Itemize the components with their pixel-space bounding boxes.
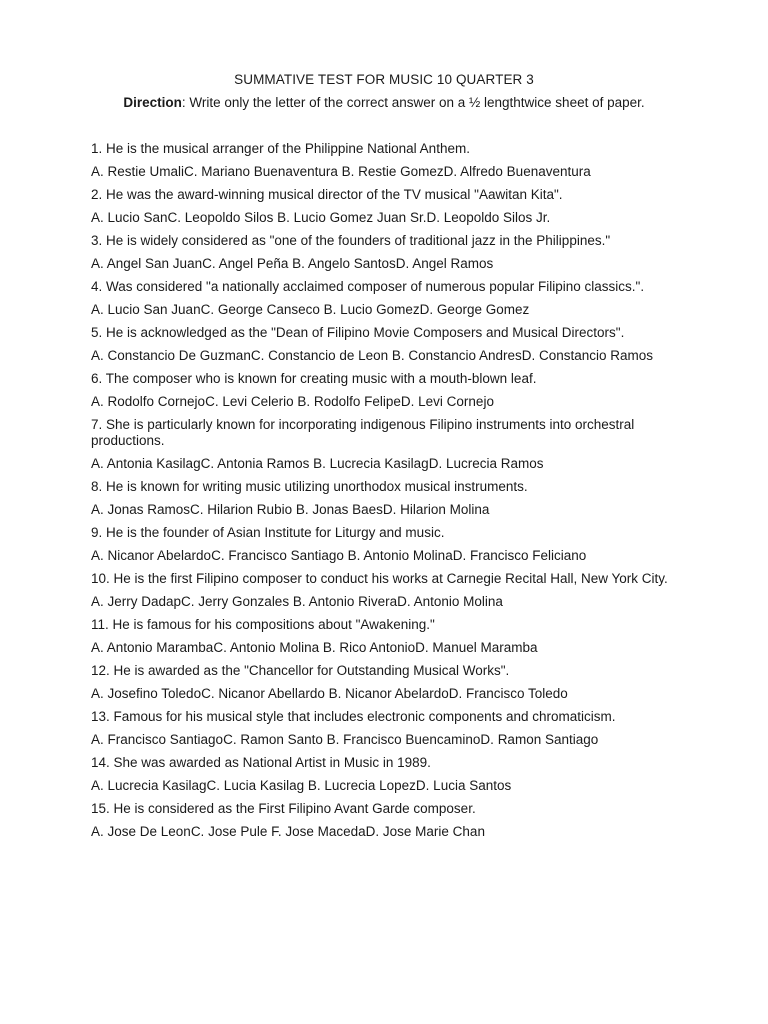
question-10: 10. He is the first Filipino composer to conduct his works at Carnegie Recital Hall, New York City. [91,570,668,586]
question-11: 11. He is famous for his compositions about "Awakening." [91,616,435,632]
question-4: 4. Was considered "a nationally acclaimed composer of numerous popular Filipino classics.". [91,279,645,294]
choices-3: A. Angel San JuanC. Angel Peña B. Angelo SantosD. Angel Ramos [91,256,494,271]
choices-13: A. Francisco SantiagoC. Ramon Santo B. Francisco BuencaminoD. Ramon Santiago [91,731,599,747]
question-12: 12. He is awarded as the "Chancellor for Outstanding Musical Works". [91,662,510,678]
direction-label: Direction [123,95,182,110]
question-1: 1. He is the musical arranger of the Philippine National Anthem. [91,141,470,156]
question-14: 14. She was awarded as National Artist in Music in 1989. [91,754,431,770]
question-list [91,141,681,847]
choices-15: A. Jose De LeonC. Jose Pule F. Jose MacedaD. Jose Marie Chan [91,823,485,839]
choices-12: A. Josefino ToledoC. Nicanor Abellardo B. Nicanor AbelardoD. Francisco Toledo [91,685,568,701]
question-3: 3. He is widely considered as "one of the founders of traditional jazz in the Philippines." [91,233,611,248]
choices-10: A. Jerry DadapC. Jerry Gonzales B. Antonio RiveraD. Antonio Molina [91,593,503,609]
direction-line [0,95,768,110]
choices-2: A. Lucio SanC. Leopoldo Silos B. Lucio Gomez Juan Sr.D. Leopoldo Silos Jr. [91,210,551,225]
direction-text: : Write only the letter of the correct answer on a ½ lengthtwice sheet of paper. [181,95,645,110]
question-13: 13. Famous for his musical style that includes electronic components and chromaticism. [91,708,616,724]
choices-6: A. Rodolfo CornejoC. Levi Celerio B. Rodolfo FelipeD. Levi Cornejo [91,394,494,409]
question-8: 8. He is known for writing music utilizing unorthodox musical instruments. [91,478,528,494]
choices-11: A. Antonio MarambaC. Antonio Molina B. Rico AntonioD. Manuel Maramba [91,639,538,655]
choices-5: A. Constancio De GuzmanC. Constancio de Leon B. Constancio AndresD. Constancio Ramos [91,348,654,363]
choices-8: A. Jonas RamosC. Hilarion Rubio B. Jonas BaesD. Hilarion Molina [91,501,490,517]
question-6: 6. The composer who is known for creating music with a mouth-blown leaf. [91,371,537,386]
choices-7: A. Antonia KasilagC. Antonia Ramos B. Lucrecia KasilagD. Lucrecia Ramos [91,455,544,471]
question-2: 2. He was the award-winning musical director of the TV musical "Aawitan Kita". [91,187,563,202]
page-title: SUMMATIVE TEST FOR MUSIC 10 QUARTER 3 [234,72,534,87]
question-9: 9. He is the founder of Asian Institute for Liturgy and music. [91,524,445,540]
choices-9: A. Nicanor AbelardoC. Francisco Santiago B. Antonio MolinaD. Francisco Feliciano [91,547,587,563]
choices-4: A. Lucio San JuanC. George Canseco B. Lucio GomezD. George Gomez [91,302,530,317]
question-7: 7. She is particularly known for incorporating indigenous Filipino instruments into orchestral productions. [91,417,635,448]
question-5: 5. He is acknowledged as the "Dean of Filipino Movie Composers and Musical Directors". [91,325,625,340]
choices-1: A. Restie UmaliC. Mariano Buenaventura B. Restie GomezD. Alfredo Buenaventura [91,164,591,179]
choices-14: A. Lucrecia KasilagC. Lucia Kasilag B. Lucrecia LopezD. Lucia Santos [91,777,512,793]
question-15: 15. He is considered as the First Filipino Avant Garde composer. [91,800,476,816]
